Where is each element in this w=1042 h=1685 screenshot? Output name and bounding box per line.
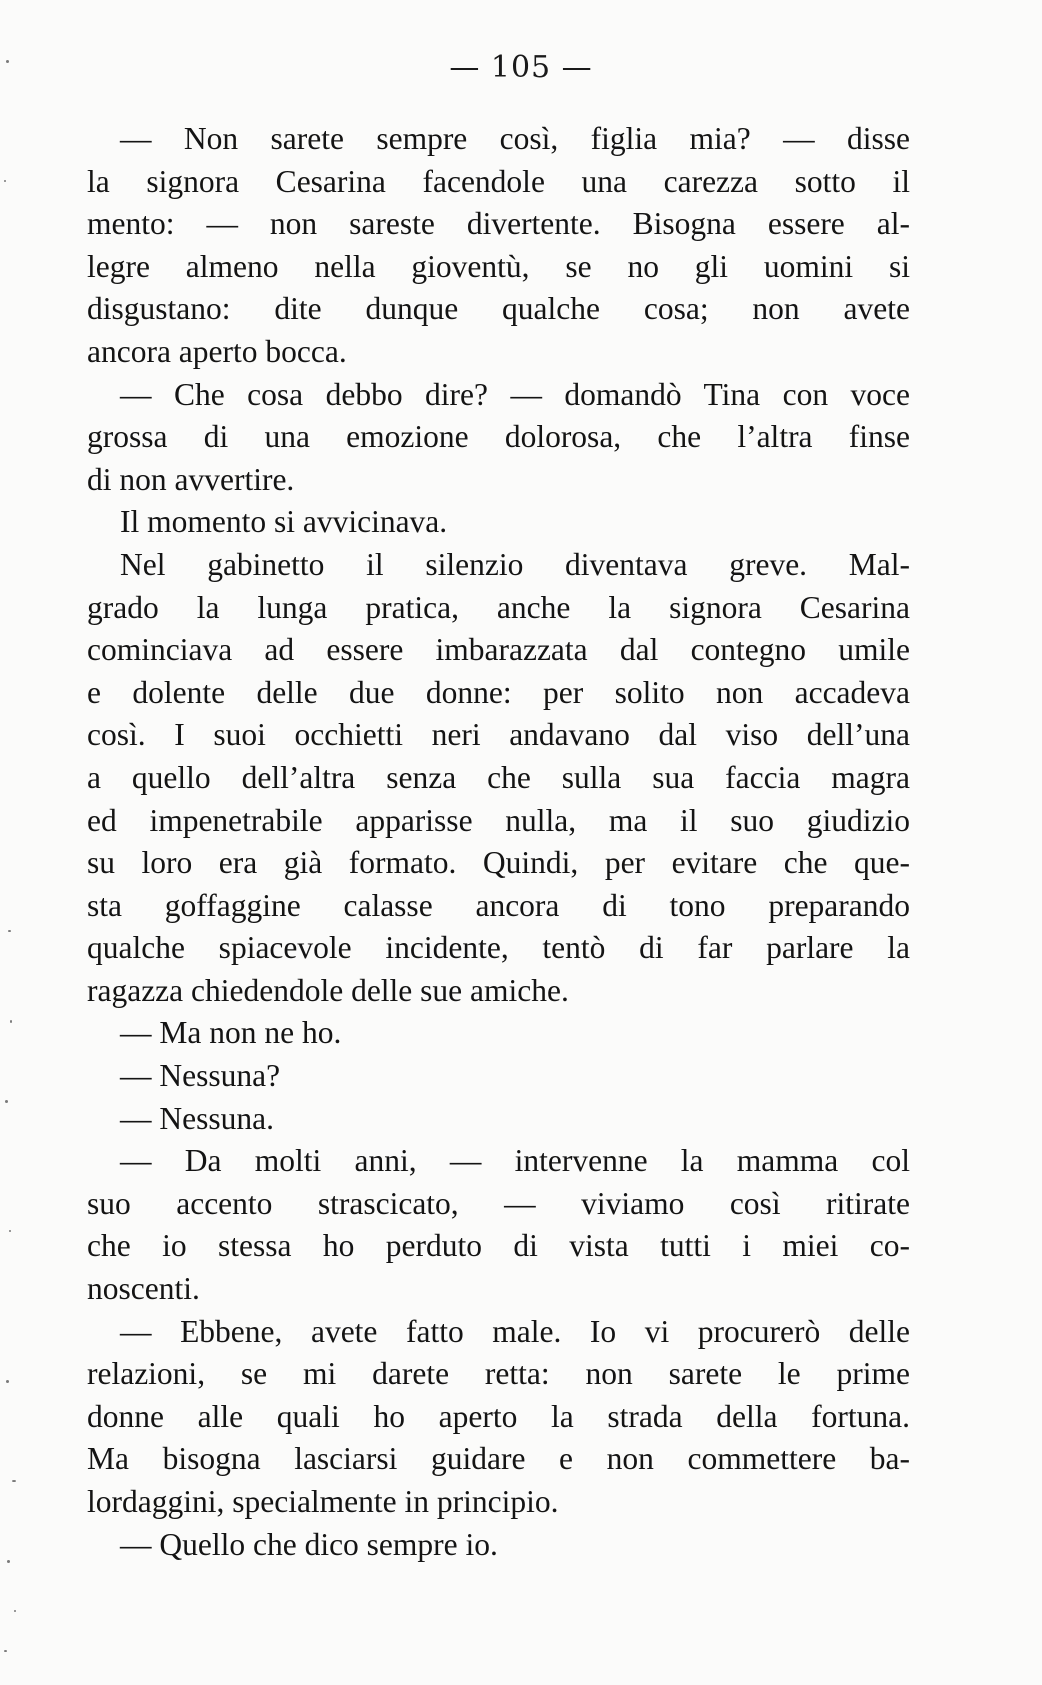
text-line: lordaggini, specialmente in principio. <box>87 1484 559 1519</box>
text-line: noscenti. <box>87 1271 200 1307</box>
text-line: sta goffaggine calasse ancora di tono preparando <box>87 887 910 923</box>
body-text <box>87 118 910 1566</box>
text-line: — Nessuna. <box>120 1100 274 1136</box>
scan-speck <box>4 180 6 182</box>
scan-speck <box>7 1560 10 1563</box>
text-line: legre almeno nella gioventù, se no gli uomini si <box>87 248 910 284</box>
text-line: disgustano: dite dunque qualche cosa; non avete <box>87 291 910 327</box>
text-line: relazioni, se mi darete retta: non sarete le prime <box>87 1356 910 1392</box>
text-line: — Che cosa debbo dire? — domandò Tina con voce <box>120 376 910 412</box>
page-number: — 105 — <box>449 50 593 85</box>
scan-speck <box>6 1380 9 1383</box>
scan-speck <box>9 1230 11 1232</box>
text-line: Nel gabinetto il silenzio diventava greve. Mal- <box>120 546 910 582</box>
text-line: cominciava ad essere imbarazzata dal contegno umile <box>87 632 910 668</box>
text-line: ed impenetrabile apparisse nulla, ma il suo giudizio <box>87 802 910 838</box>
text-line: Ma bisogna lasciarsi guidare e non commettere ba- <box>87 1441 910 1477</box>
scan-speck <box>5 1100 8 1103</box>
text-line: — Non sarete sempre così, figlia mia? — disse <box>120 121 910 156</box>
scan-speck <box>6 60 9 63</box>
text-line: qualche spiacevole incidente, tentò di far parlare la <box>87 930 910 966</box>
text-line: — Quello che dico sempre io. <box>120 1526 498 1562</box>
text-line: grado la lunga pratica, anche la signora Cesarina <box>87 589 910 625</box>
text-line: grossa di una emozione dolorosa, che l’altra finse <box>87 419 910 455</box>
scan-speck <box>12 1480 16 1482</box>
scan-speck <box>10 1020 12 1023</box>
text-line: la signora Cesarina facendole una carezza sotto il <box>87 163 910 199</box>
text-line: Il momento si avvicinava. <box>120 504 448 540</box>
text-line: — Ebbene, avete fatto male. Io vi procurerò delle <box>120 1313 910 1349</box>
text-line: e dolente delle due donne: per solito non accadeva <box>87 674 910 710</box>
text-line: che io stessa ho perduto di vista tutti i miei co- <box>87 1228 910 1264</box>
text-line: ancora aperto bocca. <box>87 333 347 369</box>
text-line: di non avvertire. <box>87 461 295 497</box>
text-line: donne alle quali ho aperto la strada della fortuna. <box>87 1398 910 1434</box>
scan-speck <box>4 1650 7 1652</box>
text-line: mento: — non sareste divertente. Bisogna essere al- <box>87 206 910 242</box>
text-line: — Ma non ne ho. <box>120 1015 342 1051</box>
text-line: — Da molti anni, — intervenne la mamma col <box>120 1143 910 1179</box>
text-line: ragazza chiedendole delle sue amiche. <box>87 972 569 1008</box>
text-line: suo accento strascicato, — viviamo così ritirate <box>87 1185 910 1221</box>
scan-speck <box>14 1610 16 1612</box>
scan-speck <box>8 930 11 932</box>
text-line: su loro era già formato. Quindi, per evitare che que- <box>87 845 910 881</box>
text-line: a quello dell’altra senza che sulla sua faccia magra <box>87 759 910 795</box>
text-line: — Nessuna? <box>120 1058 281 1094</box>
text-line: così. I suoi occhietti neri andavano dal viso dell’una <box>87 717 910 753</box>
